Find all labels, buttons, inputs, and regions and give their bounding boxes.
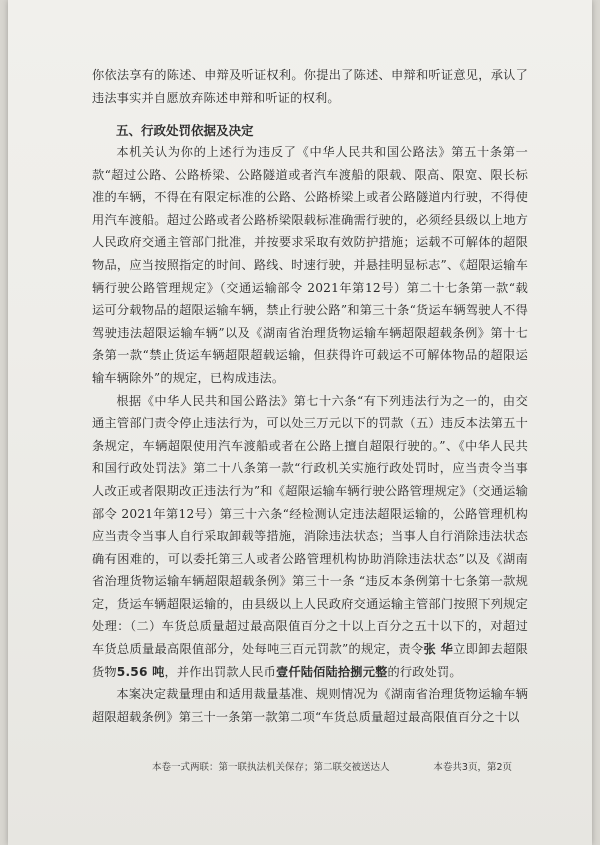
section-heading: 五、行政处罚依据及决定 — [116, 123, 254, 138]
tonnage-value: 5.56 吨 — [116, 664, 165, 679]
decision-text-c: ，并作出罚款人民币 — [164, 664, 276, 679]
paragraph-decision — [92, 390, 528, 684]
footer-copies-note: 本卷一式两联：第一联执法机关保存；第二联交被送达人 — [152, 762, 390, 773]
footer-page-number: 本卷共3页，第2页 — [433, 762, 512, 773]
opening-lines: 你依法享有的陈述、申辩及听证权利。你提出了陈述、申辩和听证意见，承认了违法事实并自愿放弃陈述申辩和听证的权利。 — [92, 68, 528, 105]
page-footer — [152, 759, 512, 773]
decision-text-b: 立即卸去超限货物 — [92, 642, 528, 679]
paragraph-discretion: 本案决定裁量理由和适用裁量基准、规则情况为《湖南省治理货物运输车辆超限超载条例》第三十一条第一款第二项“车货总质量超过最高限值百分之十以 — [92, 687, 528, 724]
paragraph-violation: 本机关认为你的上述行为违反了《中华人民共和国公路法》第五十条第一款“超过公路、公路桥梁、公路隧道或者汽车渡船的限载、限高、限宽、限长标准的车辆，不得在有限定标准的公路、公路桥梁上或者公路隧道内行驶，不得使用汽车渡船。超过公路或者公路桥梁限载标准确需行驶的，必须经县级以上地方人民政府交通主管部门批准，并按要求采取有效防护措施；运载不可解体的超限物品，应当按照指定的时间、路线、时速行驶，并悬挂明显标志”、《超限运输车辆行驶公路管理规定》（交通运输部令 2021年第12号）第二十七条第一款“载运可分载物品的超限运输车辆，禁止行驶公路”和第三十条“货运车辆驾驶人不得驾驶违法超限运输车辆”以及《湖南省治理货物运输车辆超限超载条例》第十七条第一款“禁止货运车辆超限超载运输，但获得许可载运不可解体物品的超限运输车辆除外”的规定，已构成违法。 — [92, 145, 528, 385]
document-page — [8, 0, 592, 845]
decision-text-a: 根据《中华人民共和国公路法》第七十六条“有下列违法行为之一的，由交通主管部门责令停止违法行为，可以处三万元以下的罚款（五）违反本法第五十条规定，车辆超限使用汽车渡船或者在公路上擅自超限行驶的。”、《中华人民共和国行政处罚法》第二十八条第一款“行政机关实施行政处罚时，应当责令当事人改正或者限期改正违法行为”和《超限运输车辆行驶公路管理规定》（交通运输部令 2021年第12号）第三十六条“经检测认定违法超限运输的，公路管理机构应当责令当事人自行采取卸载等措施，消除违法状态；当事人自行消除违法状态确有困难的，可以委托第三人或者公路管理机构协助消除违法状态”以及《湖南省治理货物运输车辆超限超载条例》第三十一条 “违反本条例第十七条第一款规定，货运车辆超限运输的，由县级以上人民政府交通运输主管部门按照下列规定处理：（二）车货总质量超过最高限值百分之十以上百分之五十以下的，对超过车货总质量最高限值部分，处每吨三百元罚款”的规定，责令 — [92, 393, 528, 657]
party-name: 张 华 — [423, 642, 454, 657]
document-body-top — [92, 64, 528, 109]
document-body-main — [92, 141, 528, 728]
decision-text-d: 的行政处罚。 — [387, 664, 462, 679]
fine-amount: 壹仟陆佰陆拾捌元整 — [275, 664, 388, 679]
